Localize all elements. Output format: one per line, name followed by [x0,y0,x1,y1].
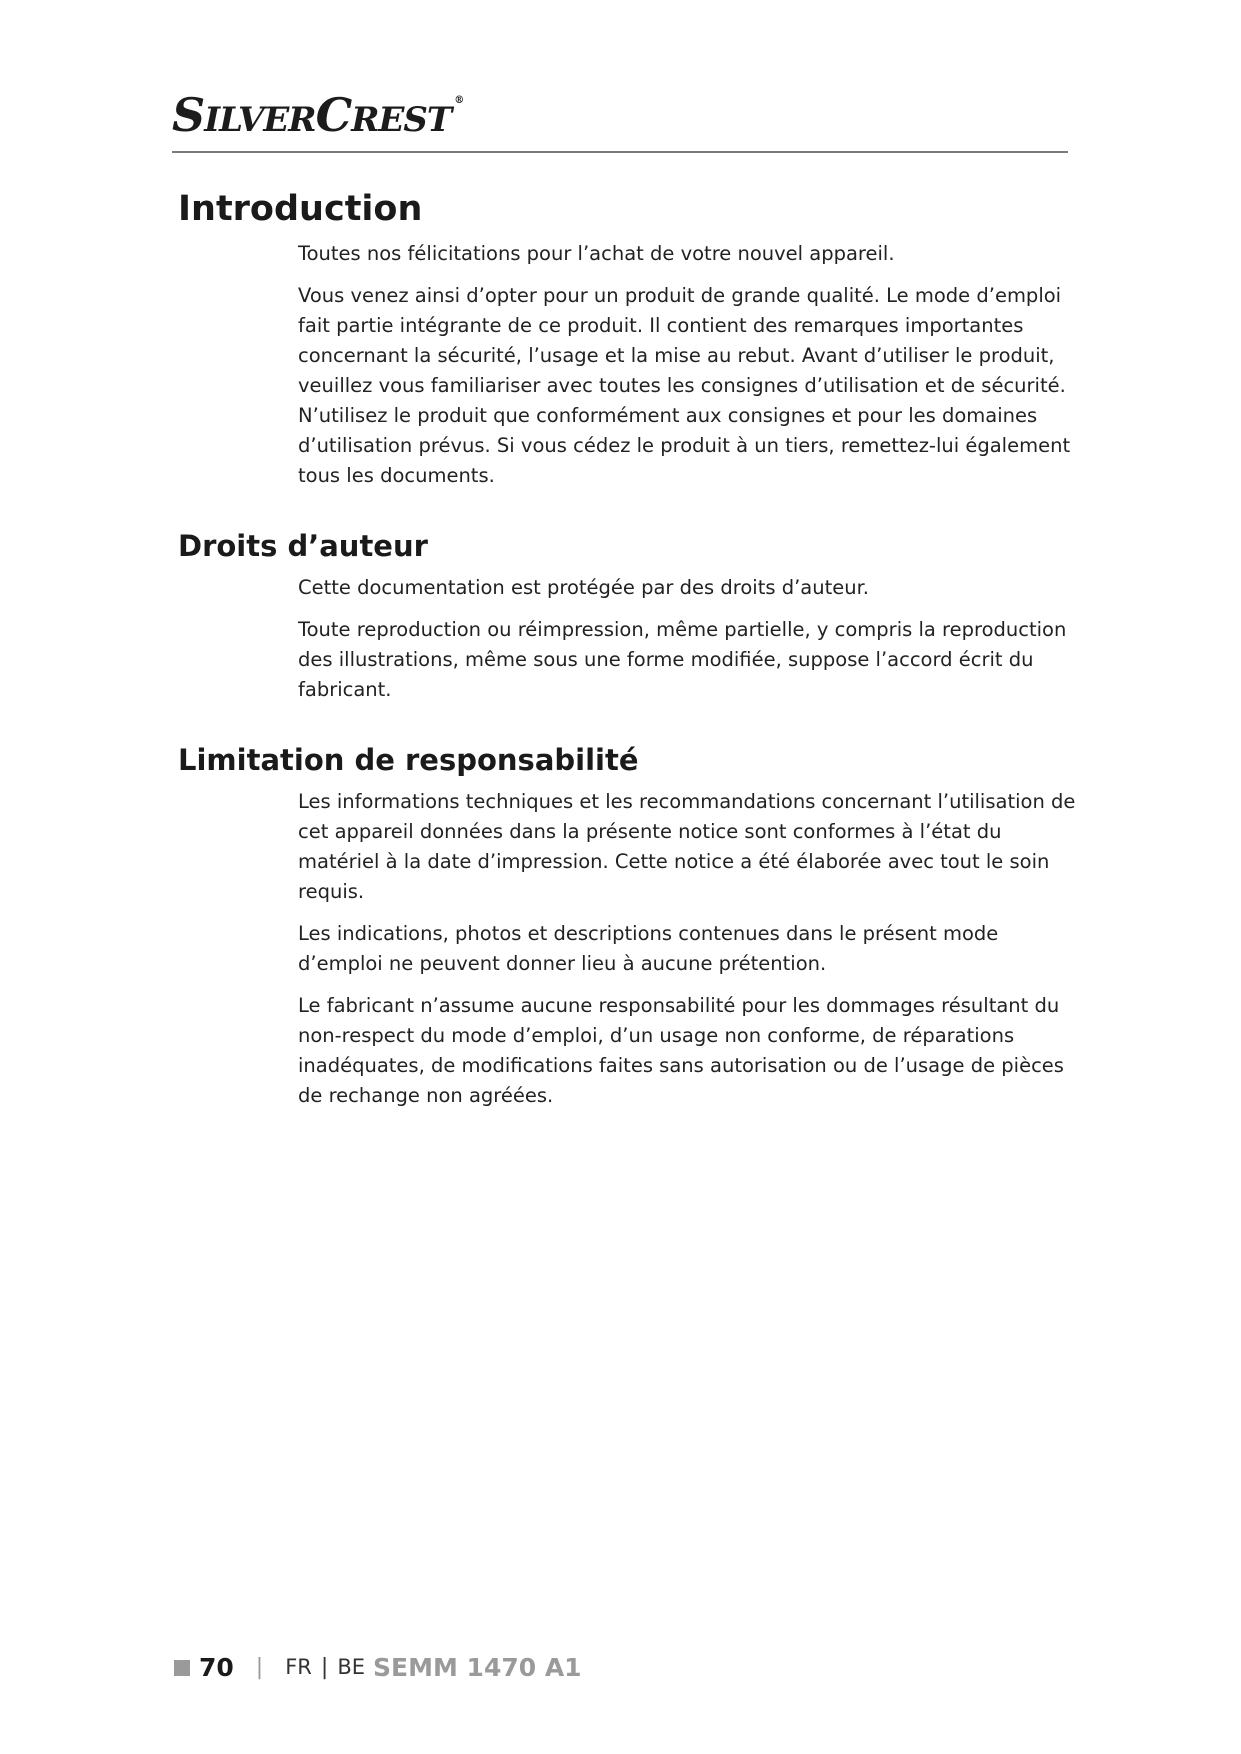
footer-square-icon [174,1660,190,1676]
language-fr: FR [285,1655,312,1679]
section-title-copyright: Droits d’auteur [178,529,428,563]
model-number: SEMM 1470 A1 [373,1653,582,1682]
introduction-paragraph-2: Vous venez ainsi d’opter pour un produit de grande qualité. Le mode d’emploi fait partie intégrante de ce produit. Il contient des remarques importantes concernant la sécurité, l’usage et la mise au rebut. Avant d’utiliser le produit, veuillez vous familiariser avec toutes les consignes d’utilisation et de sécurité. N’utilisez le produit que conformément aux consignes et pour les domaines d’utilisation prévus. Si vous cédez le produit à un tiers, remettez-lui également tous les documents. [298,284,1071,487]
registered-mark: ® [454,95,464,106]
main-content [178,188,1083,1123]
section-title-liability: Limitation de responsabilité [178,742,639,777]
introduction-paragraph-1: Toutes nos félicitations pour l’achat de votre nouvel appareil. [298,242,895,265]
liability-paragraph-1: Les informations techniques et les recommandations concernant l’utilisation de cet appareil données dans la présente notice sont conformes à l’état du matériel à la date d’impression. Cette notice a été élaborée avec tout le soin requis. [298,789,1076,903]
section-title-introduction: Introduction [178,189,423,229]
copyright-paragraph-1: Cette documentation est protégée par des droits d’auteur. [298,575,870,599]
page-number: 70 [199,1653,234,1682]
footer-separator: | [255,1654,264,1680]
logo-letter-c: C [315,88,352,142]
logo-letters-ilver: ILVER [204,100,316,140]
language-separator: | [320,1654,329,1680]
liability-paragraph-3: Le fabricant n’assume aucune responsabilité pour les dommages résultant du non-respect du mode d’emploi, d’un usage non conforme, de réparations inadéquates, de modifications faites sans autorisation ou de l’usage de pièces de rechange non agréées. [298,993,1064,1107]
copyright-paragraph-2: Toute reproduction ou réimpression, même partielle, y compris la reproduction des illustrations, même sous une forme modifiée, suppose l’accord écrit du fabricant. [298,617,1067,701]
logo-letter-s: S [172,88,205,142]
logo-letters-rest: REST [351,100,452,140]
liability-paragraph-2: Les indications, photos et descriptions contenues dans le présent mode d’emploi ne peuvent donner lieu à aucune prétention. [298,921,999,975]
language-be: BE [337,1655,365,1679]
page-footer [174,1655,582,1680]
header-divider [172,151,1068,153]
brand-logo [172,88,464,142]
